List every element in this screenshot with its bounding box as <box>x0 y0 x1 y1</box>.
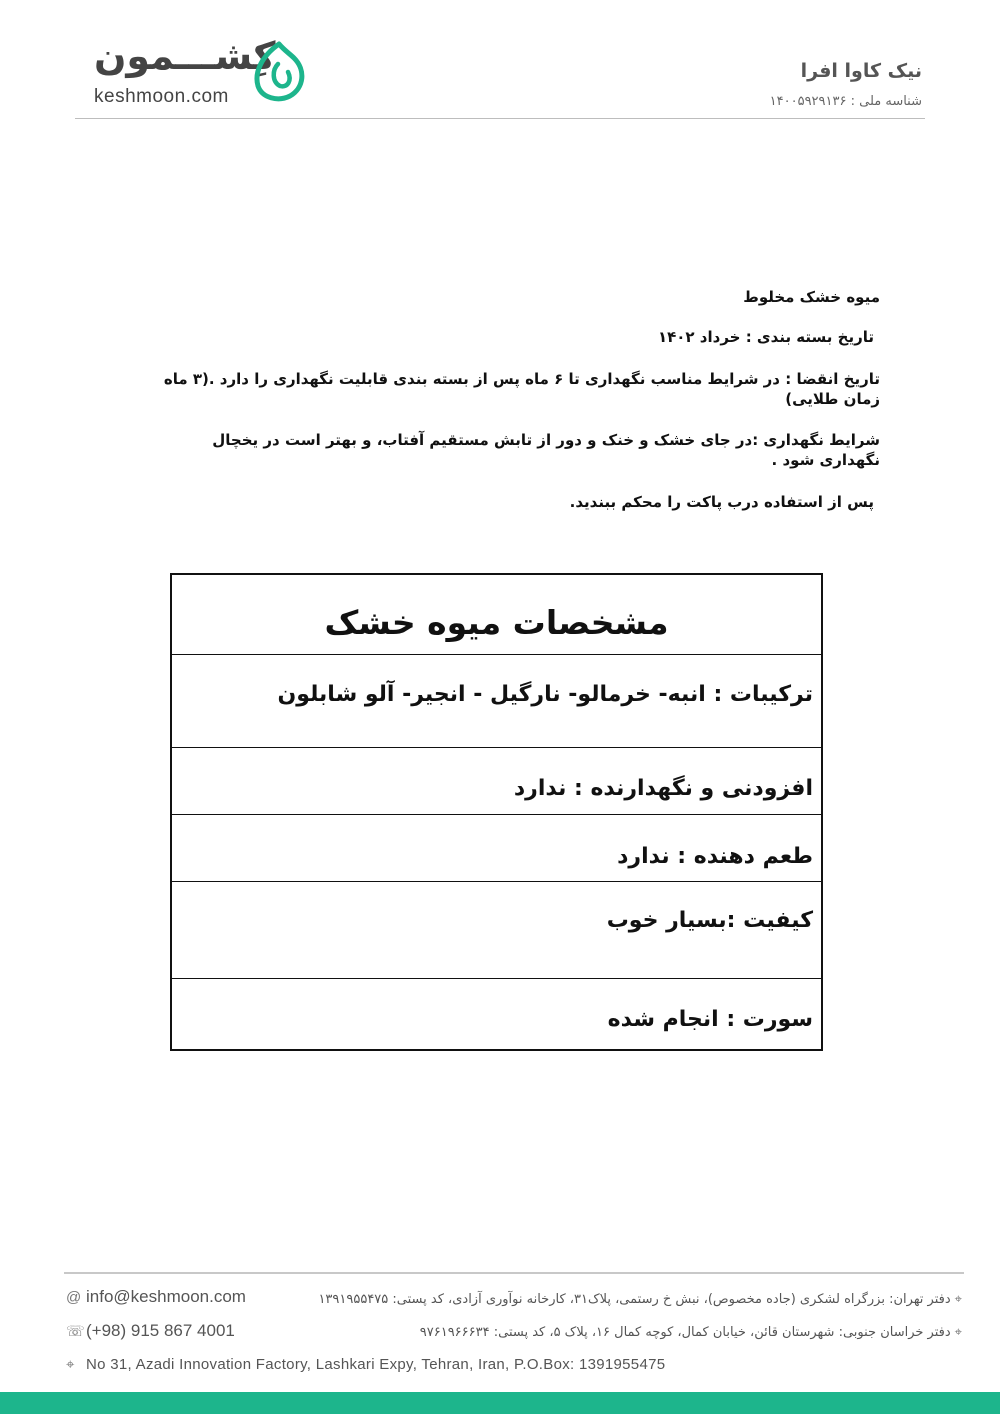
office-tehran <box>318 1292 962 1307</box>
email-icon: @ <box>66 1289 82 1306</box>
spec-table <box>170 573 823 1051</box>
company-name: نیک کاوا افرا <box>800 60 922 82</box>
footer-brand-bar <box>0 1392 1000 1414</box>
after-use-note: پس از استفاده درب پاکت را محکم ببندید. <box>569 493 874 511</box>
spec-row-additives: افزودنی و نگهدارنده : ندارد <box>172 748 821 815</box>
spec-row-sorting: سورت : انجام شده <box>607 1007 813 1032</box>
location-icon: ⌖ <box>954 1292 962 1307</box>
footer-divider <box>64 1272 964 1274</box>
logo-leaf-icon <box>250 38 308 104</box>
footer-address-en <box>66 1356 665 1373</box>
office-tehran-text: دفتر تهران: بزرگراه لشکری (جاده مخصوص)، نبش خ رستمی، پلاک۳۱، کارخانه نوآوری آزادی، کد پستی: ۱۳۹۱۹۵۵۴۷۵ <box>318 1292 951 1307</box>
brand-logo <box>92 34 312 114</box>
spec-row-ingredients: ترکیبات : انبه- خرمالو- نارگیل - انجیر- آلو شابلون <box>172 655 821 748</box>
address-text: No 31, Azadi Innovation Factory, Lashkari Expy, Tehran, Iran, P.O.Box: 1391955475 <box>86 1356 666 1373</box>
pack-date: تاریخ بسته بندی : خرداد ۱۴۰۲ <box>657 328 874 346</box>
storage-info: شرایط نگهداری :در جای خشک و خنک و دور از تابش مستقیم آفتاب، و بهتر است در یخچال نگهداری شود . <box>212 431 880 469</box>
footer-phone <box>66 1321 235 1341</box>
office-khorasan-text: دفتر خراسان جنوبی: شهرستان قائن، خیابان کمال، کوچه کمال ۱۶، پلاک ۵، کد پستی: ۹۷۶۱۹۶۶۶۳۴ <box>419 1325 951 1340</box>
header-divider <box>75 118 925 119</box>
logo-persian-text: کِشـــمون <box>94 34 276 78</box>
location-icon: ⌖ <box>66 1356 75 1373</box>
product-title: میوه خشک مخلوط <box>743 288 880 306</box>
expiry-info: تاریخ انقضا : در شرایط مناسب نگهداری تا ۶ ماه پس از بسته بندی قابلیت نگهداری را دارد .(۳ ماه زمان طلایی) <box>163 370 880 408</box>
spec-table-title: مشخصات میوه خشک <box>172 575 821 655</box>
spec-row-quality: کیفیت :بسیار خوب <box>172 882 821 979</box>
email-text[interactable]: info@keshmoon.com <box>86 1287 246 1306</box>
office-khorasan <box>420 1325 962 1340</box>
national-id: شناسه ملی : ۱۴۰۰۵۹۲۹۱۳۶ <box>769 94 922 109</box>
location-icon: ⌖ <box>954 1325 962 1340</box>
phone-text: (+98) 915 867 4001 <box>86 1321 235 1340</box>
footer-email <box>66 1287 246 1307</box>
logo-domain-text: keshmoon.com <box>94 86 229 107</box>
phone-icon: ☏ <box>66 1323 85 1340</box>
spec-row-flavoring: طعم دهنده : ندارد <box>172 815 821 882</box>
